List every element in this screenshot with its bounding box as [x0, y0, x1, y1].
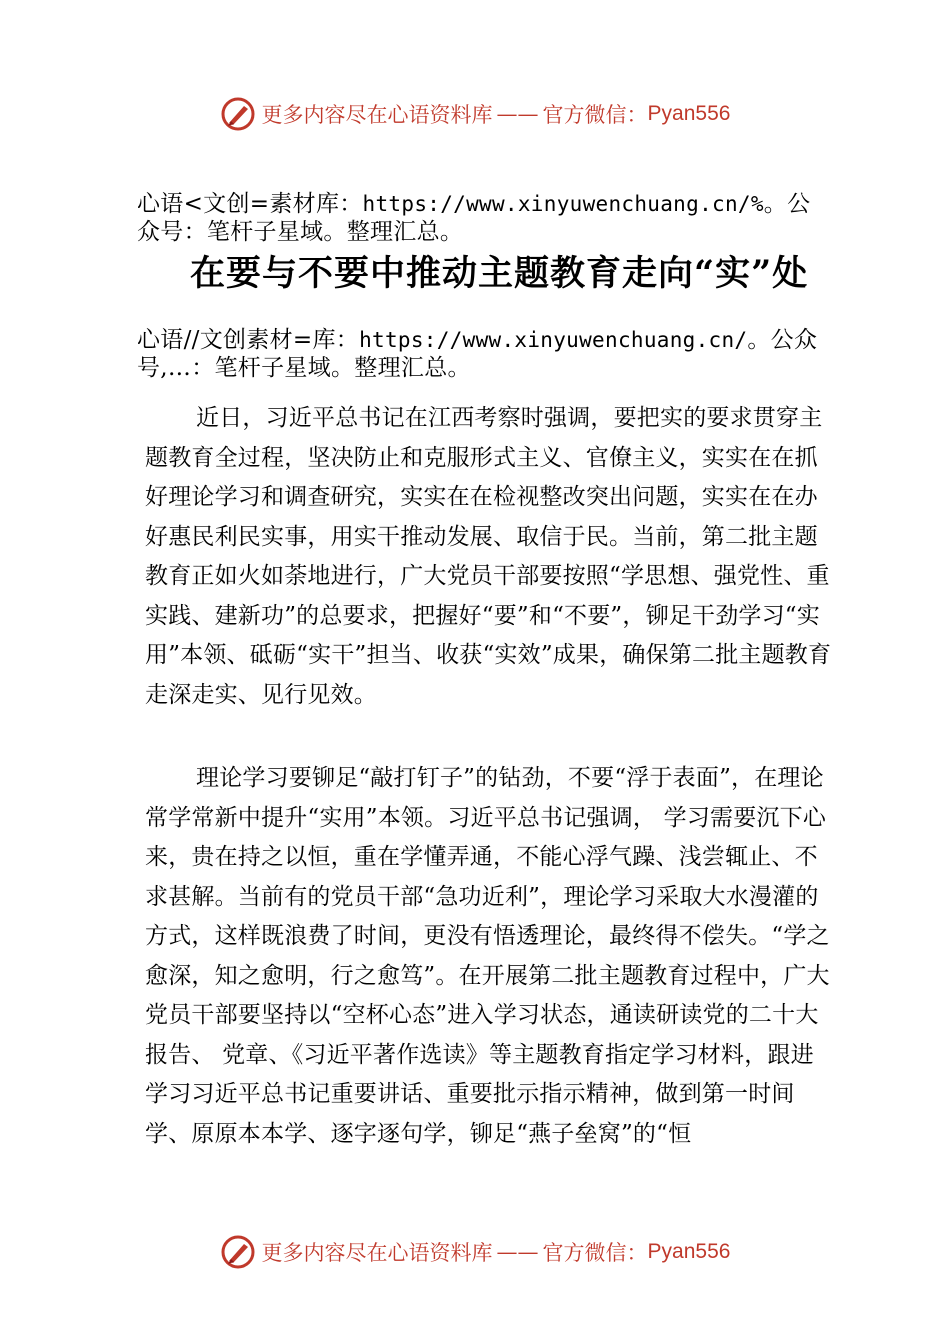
source-prefix: 心语//文创素材=库： [137, 327, 360, 353]
source-url: https://www.xinyuwenchuang.cn/% [362, 192, 764, 216]
banner-wechat-id: Pyan556 [647, 1240, 731, 1263]
banner-text: 更多内容尽在心语资料库 [261, 103, 493, 127]
banner-text: 更多内容尽在心语资料库 [261, 1241, 493, 1265]
banner-separator: —— [496, 102, 539, 126]
brush-logo-icon [220, 1234, 256, 1270]
brush-logo-icon [220, 96, 256, 132]
body-paragraph-2: 理论学习要铆足“敲打钉子”的钻劲，不要“浮于表面”，在理论常学常新中提升“实用”本领。习近平总书记强调， 学习需要沉下心来，贵在持之以恒，重在学懂弄通，不能心浮气躁、浅尝辄止、不求甚解。当前有的党员干部“急功近利”，理论学习采取大水漫灌的方式，这样既浪费了时间，更没有悟透理论，最终得不偿失。“学之愈深，知之愈明，行之愈笃”。在开展第二批主题教育过程中，广大党员干部要坚持以“空杯心态”进入学习状态，通读研读党的二十大报告、 党章、《习近平著作选读》等主题教育指定学习材料，跟进学习习近平总书记重要讲话、重要批示指示精神，做到第一时间学、原原本本学、逐字逐句学，铆足“燕子垒窝”的“恒 [145, 765, 830, 1147]
header-banner [0, 94, 950, 134]
banner-wechat-id: Pyan556 [647, 102, 731, 125]
source-suffix: 。公众号,…：笔杆子星域。整理汇总。 [137, 327, 818, 381]
banner-wechat-label: 官方微信： [542, 103, 648, 127]
document-title: 在要与不要中推动主题教育走向“实”处 [190, 253, 809, 294]
footer-banner [0, 1232, 950, 1272]
banner-separator: —— [496, 1240, 539, 1264]
banner-wechat-label: 官方微信： [542, 1241, 648, 1265]
source-suffix: 。公众号：笔杆子星域。整理汇总。 [137, 191, 811, 245]
body-paragraph-1: 近日，习近平总书记在江西考察时强调，要把实的要求贯穿主题教育全过程，坚决防止和克服形式主义、官僚主义，实实在在抓好理论学习和调查研究，实实在在检视整改突出问题，实实在在办好惠民利民实事，用实干推动发展、取信于民。当前，第二批主题教育正如火如荼地进行，广大党员干部要按照“学思想、强党性、重实践、建新功”的总要求，把握好“要”和“不要”，铆足干劲学习“实用”本领、砥砺“实干”担当、收获“实效”成果，确保第二批主题教育走深走实、见行见效。 [145, 405, 832, 708]
source-url: https://www.xinyuwenchuang.cn/ [359, 328, 748, 352]
source-line-top [137, 190, 827, 246]
source-prefix: 心语<文创=素材库： [137, 191, 363, 217]
source-line-second [137, 326, 827, 382]
